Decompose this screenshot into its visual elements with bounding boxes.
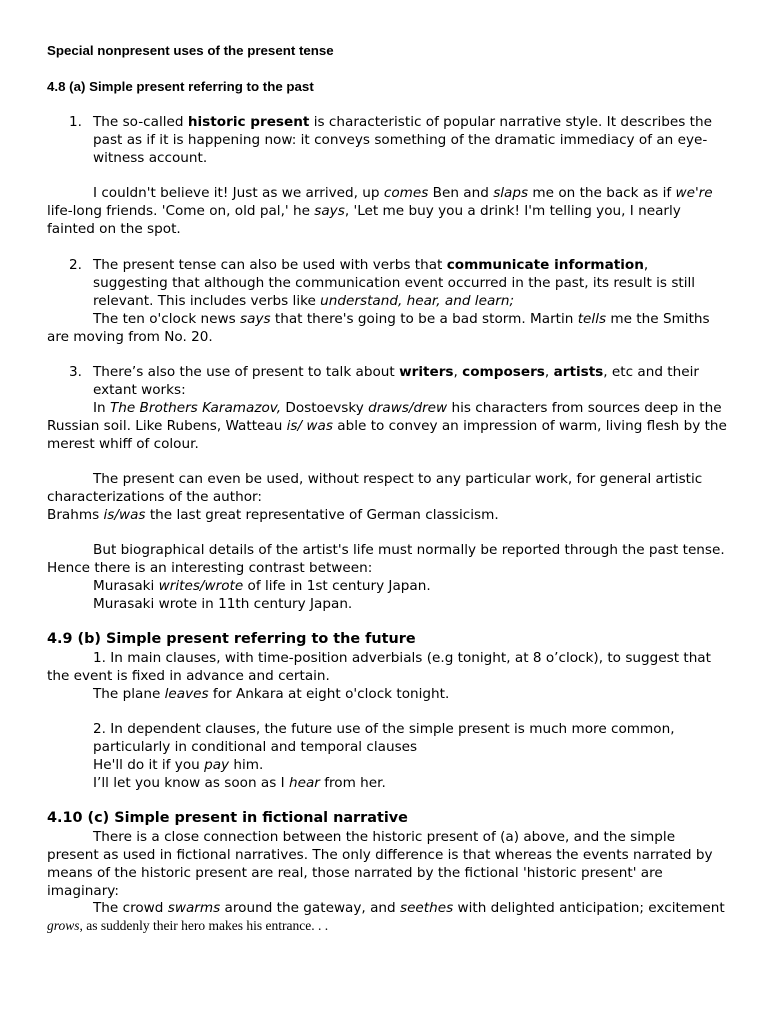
body-paragraph: But biographical details of the artist's life must normally be reported through the past tense. Hence there is an interesting contrast between:	[47, 542, 725, 576]
section-4-8-heading: 4.8 (a) Simple present referring to the past	[47, 79, 314, 94]
list-item-text: The so-called historic present is characteristic of popular narrative style. It describes the past as if it is happening now: it conveys something of the dramatic immediacy of an eye-witness account.	[93, 114, 712, 166]
body-paragraph: 1. In main clauses, with time-position adverbials (e.g tonight, at 8 o’clock), to suggest that the event is fixed in advance and certain.	[47, 650, 711, 684]
section-4-10-heading: 4.10 (c) Simple present in fictional narrative	[47, 810, 408, 826]
body-paragraph: There is a close connection between the historic present of (a) above, and the simple present as used in fictional narratives. The only difference is that whereas the events narrated by means of the historic present are real, those narrated by the fictional 'historic present' are imaginary:	[47, 829, 713, 899]
list-number: 3.	[69, 364, 82, 380]
list-item-3	[47, 363, 727, 399]
example-line: I’ll let you know as soon as I hear from her.	[93, 775, 386, 791]
example-paragraph: The crowd swarms around the gateway, and seethes with delighted anticipation; excitement grows, as suddenly their hero makes his entrance. . .	[47, 900, 725, 933]
body-paragraph: 2. In dependent clauses, the future use of the simple present is much more common, particularly in conditional and temporal clauses	[93, 721, 675, 755]
list-item-1	[47, 113, 727, 167]
section-4-9-heading: 4.9 (b) Simple present referring to the future	[47, 631, 416, 647]
list-item-2	[47, 256, 727, 310]
list-item-text: There’s also the use of present to talk about writers, composers, artists, etc and their extant works:	[93, 364, 699, 398]
example-line: Brahms is/was the last great representative of German classicism.	[47, 507, 499, 523]
example-paragraph-2: The ten o'clock news says that there's going to be a bad storm. Martin tells me the Smiths are moving from No. 20.	[47, 311, 710, 345]
example-line: Murasaki wrote in 11th century Japan.	[93, 596, 353, 612]
document-title: Special nonpresent uses of the present tense	[47, 43, 334, 58]
list-item-text: The present tense can also be used with verbs that communicate information, suggesting that although the communication event occurred in the past, its result is still relevant. This includes verbs like understand, hear, and learn;	[93, 257, 696, 309]
example-line: Murasaki writes/wrote of life in 1st century Japan.	[93, 578, 431, 594]
term-communicate-information: communicate information	[446, 257, 644, 273]
example-line: The plane leaves for Ankara at eight o'clock tonight.	[93, 686, 450, 702]
body-paragraph: The present can even be used, without respect to any particular work, for general artistic characterizations of the author:	[47, 471, 703, 505]
example-paragraph-1: I couldn't believe it! Just as we arrived, up comes Ben and slaps me on the back as if we're life-long friends. 'Come on, old pal,' he says, 'Let me buy you a drink! I'm telling you, I nearly fainted on the spot.	[47, 185, 713, 237]
example-paragraph-3: In The Brothers Karamazov, Dostoevsky draws/drew his characters from sources deep in the Russian soil. Like Rubens, Watteau is/ was able to convey an impression of warm, living flesh by the merest whiff of colour.	[47, 400, 727, 452]
example-line: He'll do it if you pay him.	[93, 757, 264, 773]
term-historic-present: historic present	[187, 114, 310, 130]
list-number: 2.	[69, 257, 82, 273]
list-number: 1.	[69, 114, 82, 130]
